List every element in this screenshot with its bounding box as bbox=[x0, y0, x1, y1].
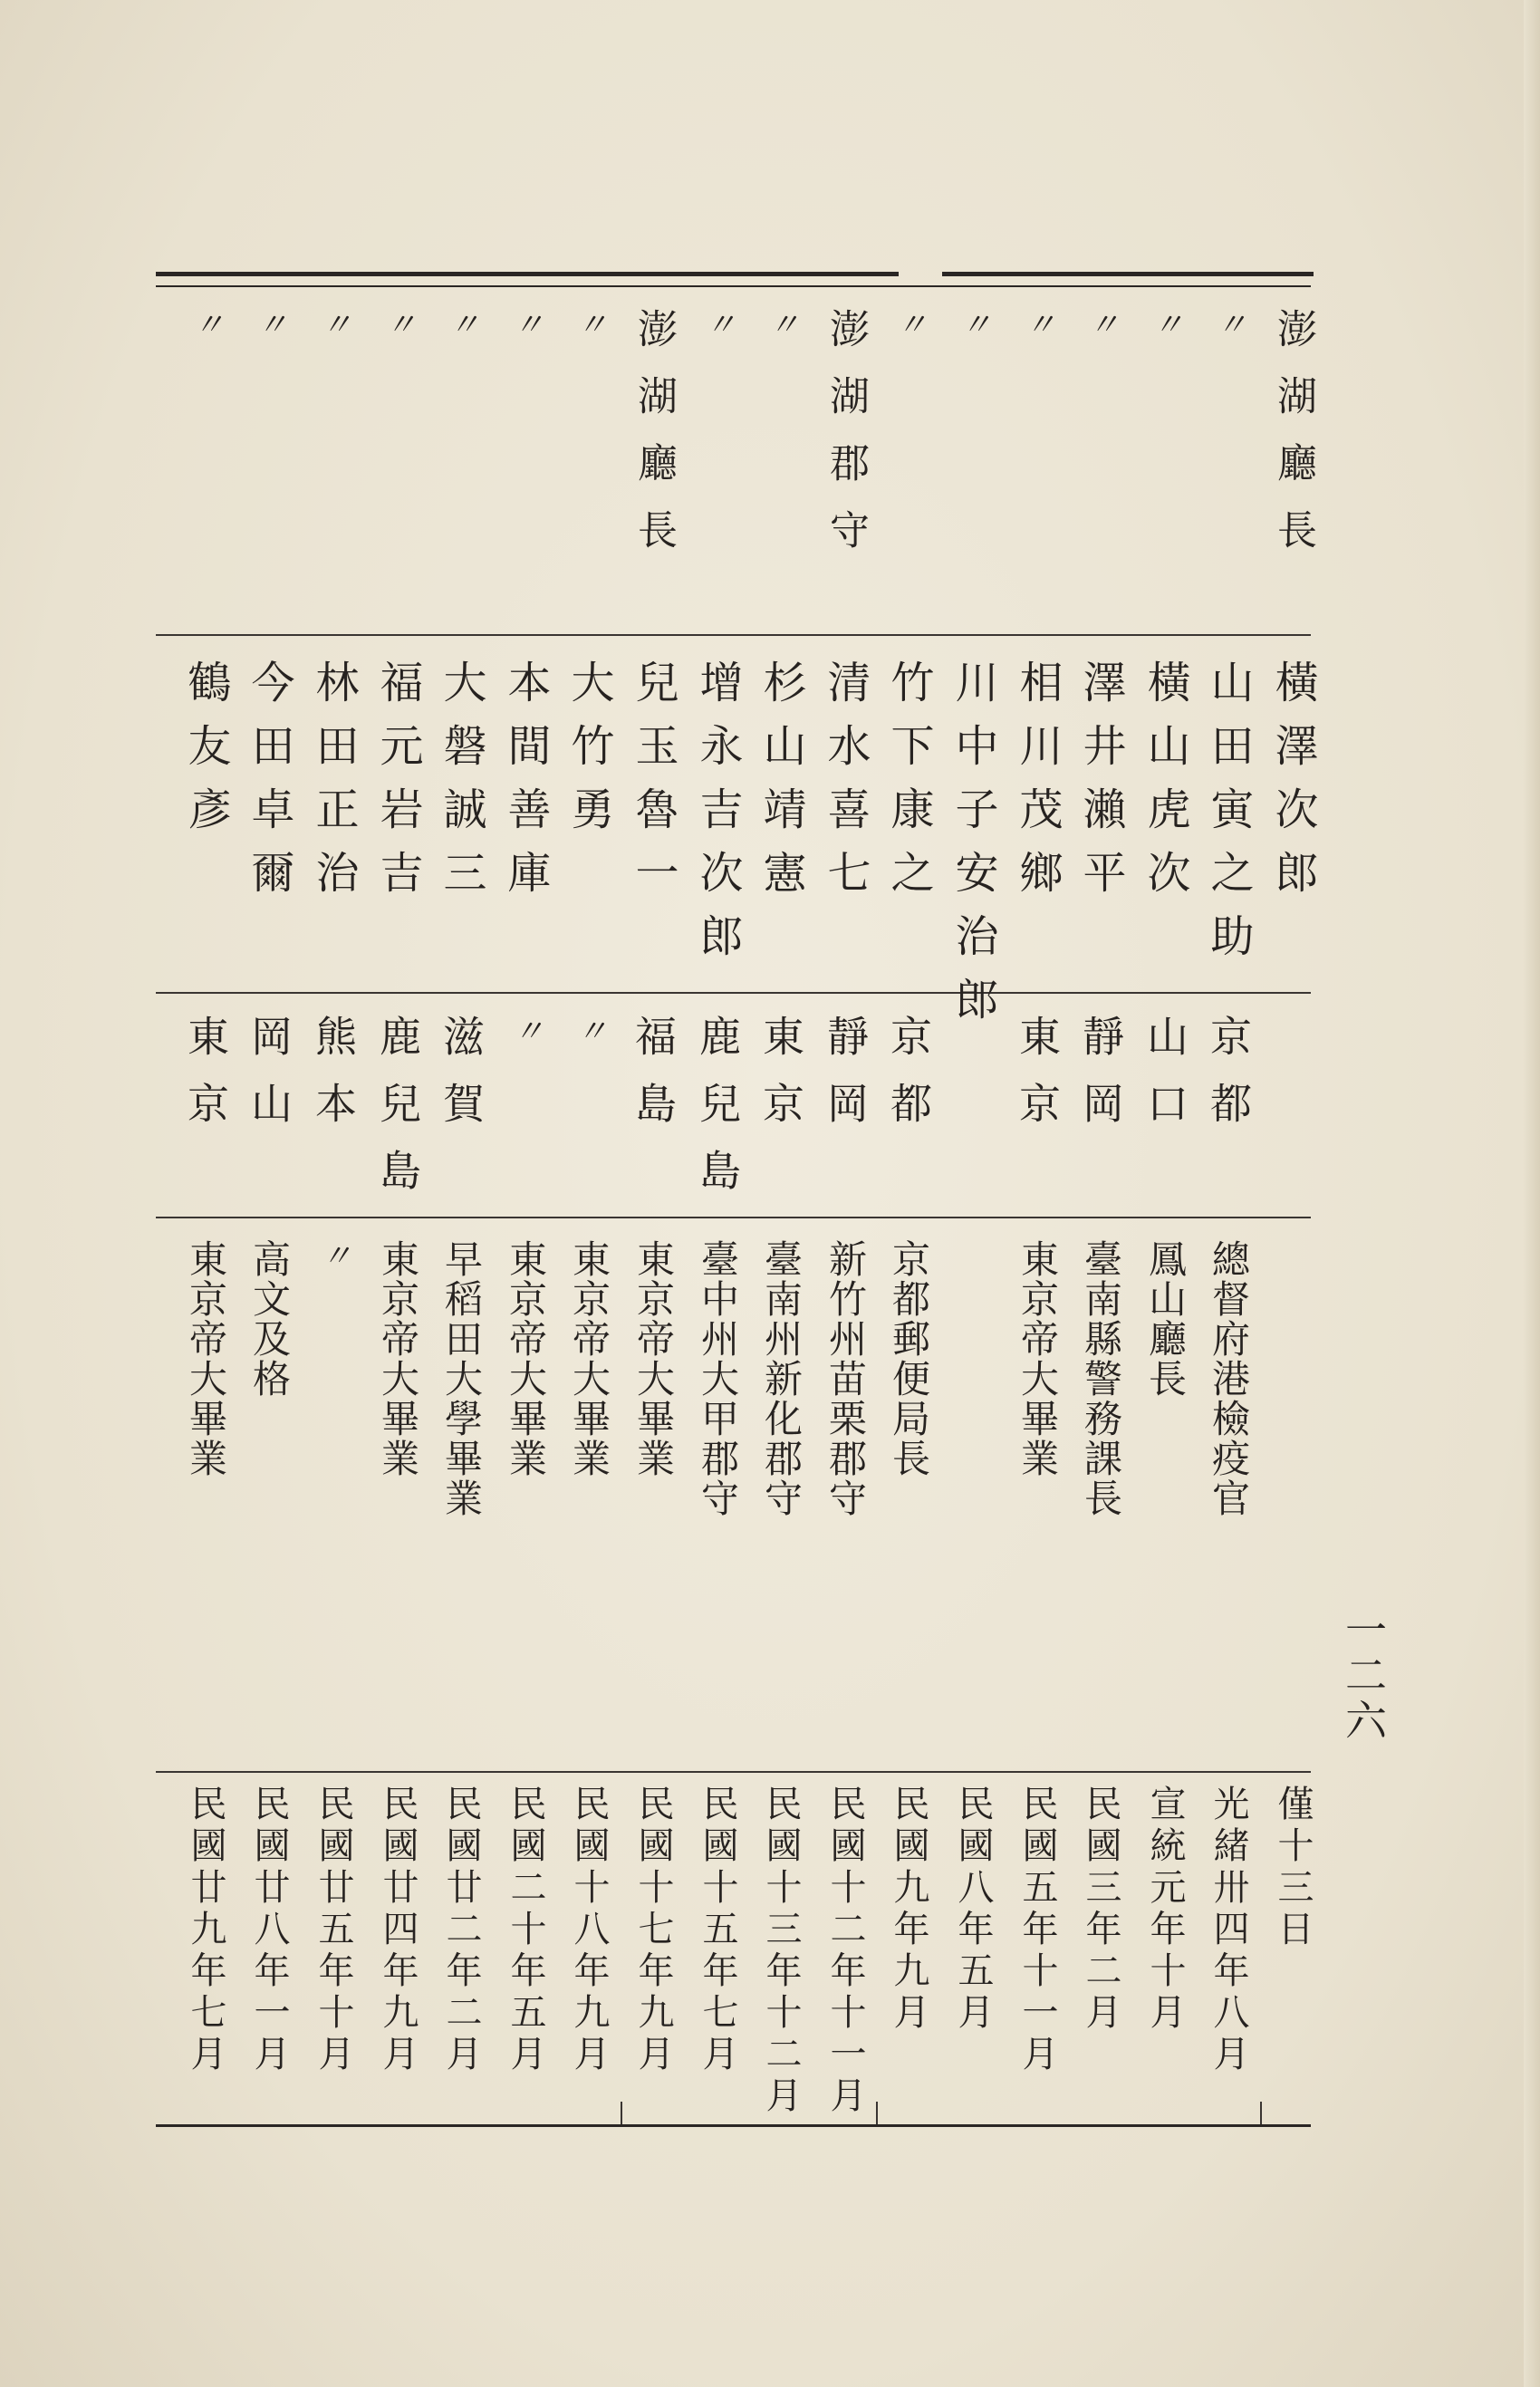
divider-place-career bbox=[156, 1217, 1311, 1218]
row-8-place: 東京 bbox=[756, 1015, 805, 1149]
row-6-career: 京都郵便局長 bbox=[887, 1239, 931, 1478]
row-11-date: 民國十八年九月 bbox=[568, 1785, 610, 2076]
row-8-name: 杉山靖憲 bbox=[756, 659, 806, 913]
row-6-name: 竹下康之 bbox=[883, 659, 934, 913]
row-16-office: 〃 bbox=[251, 308, 287, 339]
row-14-career: 東京帝大畢業 bbox=[376, 1239, 420, 1478]
row-5-date: 民國八年五月 bbox=[952, 1785, 994, 2035]
row-9-date: 民國十五年七月 bbox=[697, 1785, 738, 2076]
row-9-place: 鹿兒島 bbox=[693, 1015, 742, 1216]
row-15-name: 林田正治 bbox=[308, 659, 359, 913]
row-1-office: 〃 bbox=[1210, 308, 1246, 339]
row-9-name: 增永吉次郎 bbox=[692, 659, 743, 977]
column-tick bbox=[876, 2102, 878, 2124]
row-12-office: 〃 bbox=[507, 308, 544, 339]
divider-career-date bbox=[156, 1771, 1311, 1773]
row-3-office: 〃 bbox=[1083, 308, 1119, 339]
row-4-date: 民國五年十一月 bbox=[1016, 1785, 1058, 2076]
row-17-date: 民國廿九年七月 bbox=[185, 1785, 226, 2076]
row-10-name: 兒玉魯一 bbox=[628, 659, 679, 913]
row-11-office: 〃 bbox=[571, 308, 607, 339]
row-6-place: 京都 bbox=[884, 1015, 933, 1149]
row-0-office: 澎湖廳長 bbox=[1270, 308, 1316, 576]
row-11-name: 大竹勇 bbox=[563, 659, 614, 850]
row-7-career: 新竹州苗栗郡守 bbox=[823, 1239, 868, 1518]
row-7-date: 民國十二年十一月 bbox=[824, 1785, 866, 2118]
row-12-date: 民國二十年五月 bbox=[505, 1785, 546, 2076]
row-7-name: 清水喜七 bbox=[820, 659, 871, 913]
row-3-career: 臺南縣警務課長 bbox=[1079, 1239, 1123, 1518]
row-1-career: 總督府港檢疫官 bbox=[1207, 1239, 1251, 1518]
top-rule-thick-right bbox=[942, 272, 1314, 276]
row-14-name: 福元岩吉 bbox=[372, 659, 423, 913]
row-11-place: 〃 bbox=[571, 1015, 607, 1045]
bottom-rule bbox=[156, 2124, 1311, 2127]
row-10-place: 福島 bbox=[629, 1015, 678, 1149]
row-4-place: 東京 bbox=[1013, 1015, 1062, 1149]
row-12-place: 〃 bbox=[507, 1015, 544, 1045]
row-8-career: 臺南州新化郡守 bbox=[759, 1239, 804, 1518]
row-13-office: 〃 bbox=[443, 308, 479, 339]
row-2-name: 橫山虎次 bbox=[1140, 659, 1190, 913]
row-14-place: 鹿兒島 bbox=[373, 1015, 422, 1216]
row-13-date: 民國廿二年二月 bbox=[440, 1785, 482, 2076]
row-15-career: 〃 bbox=[315, 1239, 351, 1270]
row-3-name: 澤井瀨平 bbox=[1075, 659, 1126, 913]
row-2-place: 山口 bbox=[1141, 1015, 1189, 1149]
column-tick bbox=[621, 2102, 622, 2124]
row-1-date: 光緒卅四年八月 bbox=[1208, 1785, 1249, 2076]
row-13-place: 滋賀 bbox=[437, 1015, 486, 1149]
row-3-date: 民國三年二月 bbox=[1080, 1785, 1121, 2035]
row-6-office: 〃 bbox=[890, 308, 927, 339]
row-17-office: 〃 bbox=[188, 308, 224, 339]
row-7-place: 靜岡 bbox=[821, 1015, 870, 1149]
row-0-date: 僅十三日 bbox=[1272, 1785, 1314, 1951]
row-2-office: 〃 bbox=[1147, 308, 1183, 339]
page-number: 一二六 bbox=[1339, 1608, 1388, 1744]
row-15-office: 〃 bbox=[315, 308, 351, 339]
row-4-name: 相川茂鄉 bbox=[1012, 659, 1063, 913]
row-5-office: 〃 bbox=[955, 308, 991, 339]
row-10-date: 民國十七年九月 bbox=[632, 1785, 674, 2076]
row-8-date: 民國十三年十二月 bbox=[760, 1785, 802, 2118]
page-edge bbox=[1524, 0, 1540, 2387]
row-2-career: 鳳山廳長 bbox=[1143, 1239, 1188, 1399]
row-3-place: 靜岡 bbox=[1076, 1015, 1125, 1149]
row-9-career: 臺中州大甲郡守 bbox=[696, 1239, 740, 1518]
row-16-date: 民國廿八年一月 bbox=[248, 1785, 290, 2076]
row-4-office: 〃 bbox=[1019, 308, 1055, 339]
row-11-career: 東京帝大畢業 bbox=[567, 1239, 611, 1478]
row-6-date: 民國九年九月 bbox=[888, 1785, 929, 2035]
row-1-place: 京都 bbox=[1204, 1015, 1253, 1149]
row-12-name: 本間善庫 bbox=[500, 659, 551, 913]
row-8-office: 〃 bbox=[763, 308, 799, 339]
row-14-office: 〃 bbox=[380, 308, 416, 339]
row-4-career: 東京帝大畢業 bbox=[1015, 1239, 1060, 1478]
row-15-place: 熊本 bbox=[309, 1015, 358, 1149]
row-16-place: 岡山 bbox=[245, 1015, 294, 1149]
row-0-name: 橫澤次郎 bbox=[1267, 659, 1318, 913]
row-17-name: 鶴友彥 bbox=[180, 659, 231, 850]
row-10-career: 東京帝大畢業 bbox=[631, 1239, 676, 1478]
row-15-date: 民國廿五年十月 bbox=[313, 1785, 354, 2076]
row-16-name: 今田卓爾 bbox=[244, 659, 294, 913]
row-10-office: 澎湖廳長 bbox=[630, 308, 677, 576]
row-13-career: 早稻田大學畢業 bbox=[439, 1239, 484, 1518]
row-13-name: 大磐誠三 bbox=[436, 659, 486, 913]
row-7-office: 澎湖郡守 bbox=[823, 308, 869, 576]
row-17-place: 東京 bbox=[181, 1015, 230, 1149]
row-12-career: 東京帝大畢業 bbox=[504, 1239, 548, 1478]
row-5-name: 川中子安治郎 bbox=[948, 659, 998, 1040]
top-rule-thick-left bbox=[156, 272, 899, 276]
top-rule-thin bbox=[156, 285, 1311, 287]
row-17-career: 東京帝大畢業 bbox=[184, 1239, 228, 1478]
divider-name-place bbox=[156, 992, 1311, 994]
row-9-office: 〃 bbox=[699, 308, 736, 339]
divider-office-name bbox=[156, 634, 1311, 636]
row-16-career: 高文及格 bbox=[247, 1239, 292, 1399]
column-tick bbox=[1260, 2102, 1262, 2124]
row-1-name: 山田寅之助 bbox=[1203, 659, 1254, 977]
row-2-date: 宣統元年十月 bbox=[1144, 1785, 1186, 2035]
row-14-date: 民國廿四年九月 bbox=[377, 1785, 419, 2076]
